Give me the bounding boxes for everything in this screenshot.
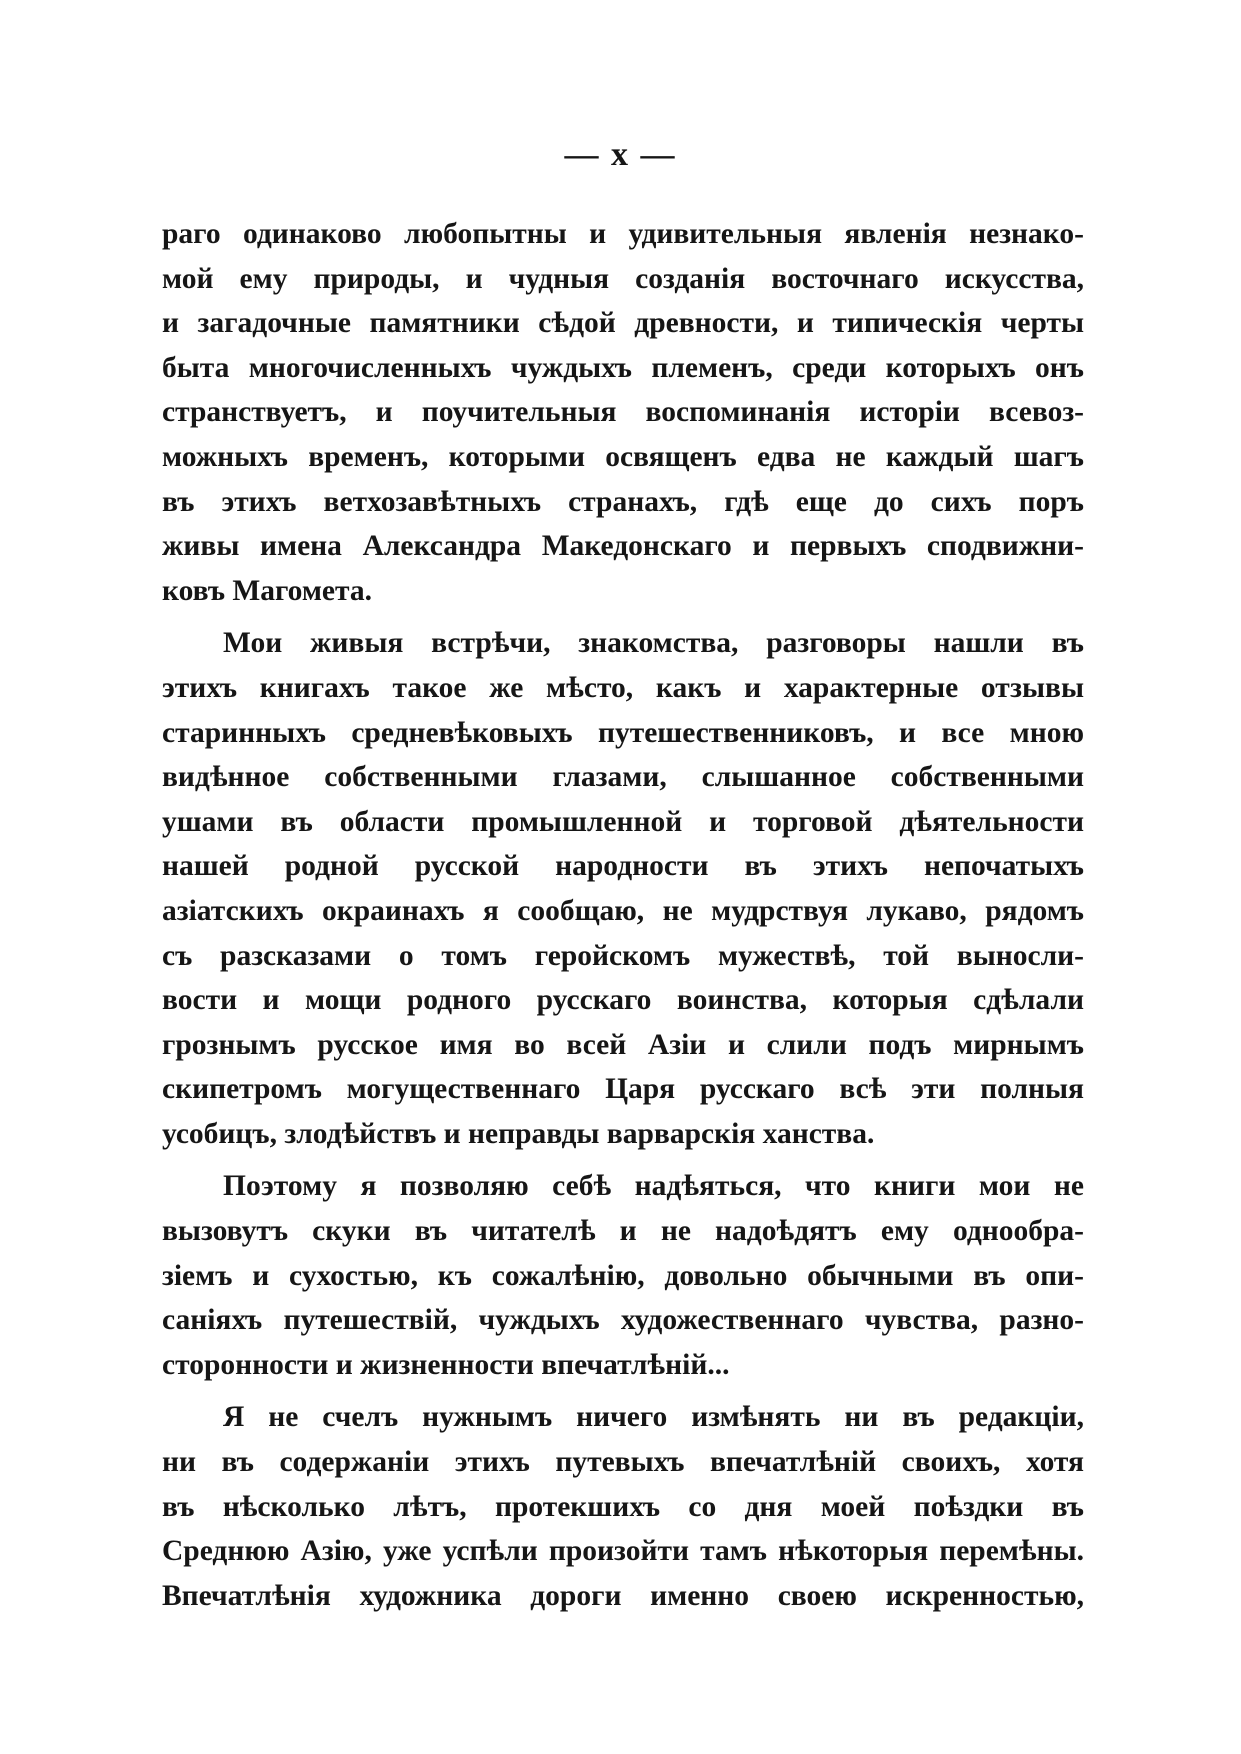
text-line: ковъ Магомета. [162,574,373,607]
text-line: быта многочисленныхъ чуждыхъ племенъ, среди которыхъ онъ [162,351,1084,384]
text-line: сторонности и жизненности впечатлѣній... [162,1348,730,1381]
text-line: Впечатлѣнія художника дороги именно своею искренностью, [162,1579,1084,1612]
body-text [162,212,1084,1618]
text-line: старинныхъ средневѣковыхъ путешественниковъ, и все мною [162,716,1084,749]
text-line: саніяхъ путешествій, чуждыхъ художественнаго чувства, разно- [162,1304,1084,1337]
text-line: странствуетъ, и поучительныя воспоминанія исторіи всевоз- [162,396,1084,429]
paragraph [162,1395,1084,1618]
paragraph [162,1164,1084,1387]
text-line: Мои живыя встрѣчи, знакомства, разговоры нашли въ [223,627,1084,660]
paragraph [162,621,1084,1156]
text-line: въ этихъ ветхозавѣтныхъ странахъ, гдѣ еще до сихъ поръ [162,485,1084,518]
text-line: живы имена Александра Македонскаго и первыхъ сподвижни- [162,530,1084,563]
text-line: усобицъ, злодѣйствъ и неправды варварскія ханства. [162,1117,875,1150]
text-line: въ нѣсколько лѣтъ, протекшихъ со дня моей поѣздки въ [162,1490,1084,1523]
text-line: можныхъ временъ, которыми освященъ едва не каждый шагъ [162,440,1084,473]
text-line: съ разсказами о томъ геройскомъ мужествѣ, той выносли- [162,939,1084,972]
text-line: раго одинаково любопытны и удивительныя явленія незнако- [162,218,1084,250]
text-line: скипетромъ могущественнаго Царя русскаго всѣ эти полныя [162,1073,1084,1106]
text-line: вости и мощи родного русскаго воинства, которыя сдѣлали [162,984,1084,1017]
text-line: зіемъ и сухостью, къ сожалѣнію, довольно обычными въ опи- [162,1259,1084,1292]
text-line: этихъ книгахъ такое же мѣсто, какъ и характерные отзывы [162,671,1084,704]
text-line: вызовутъ скуки въ читателѣ и не надоѣдятъ ему однообра- [162,1215,1084,1248]
text-line: Я не счелъ нужнымъ ничего измѣнять ни въ редакціи, [223,1401,1084,1434]
text-line: Среднюю Азію, уже успѣли произойти тамъ нѣкоторыя перемѣны. [162,1535,1084,1568]
text-line: азіатскихъ окраинахъ я сообщаю, не мудрствуя лукаво, рядомъ [162,894,1084,927]
paragraph [162,212,1084,613]
text-line: Поэтому я позволяю себѣ надѣяться, что книги мои не [223,1170,1084,1203]
paragraph-gap [162,613,1084,621]
text-line: нашей родной русской народности въ этихъ непочатыхъ [162,850,1084,883]
text-line: грознымъ русское имя во всей Азіи и слили подъ мирнымъ [162,1028,1084,1061]
page-number: — x — [564,136,677,173]
text-line: ушами въ области промышленной и торговой дѣятельности [162,805,1084,838]
text-line: видѣнное собственными глазами, слышанное собственными [162,761,1084,794]
text-line: ни въ содержаніи этихъ путевыхъ впечатлѣній своихъ, хотя [162,1446,1084,1479]
paragraph-gap [162,1387,1084,1395]
text-line: и загадочные памятники сѣдой древности, и типическія черты [162,307,1084,340]
paragraph-gap [162,1156,1084,1164]
text-line: мой ему природы, и чудныя созданія восточнаго искусства, [162,262,1084,295]
